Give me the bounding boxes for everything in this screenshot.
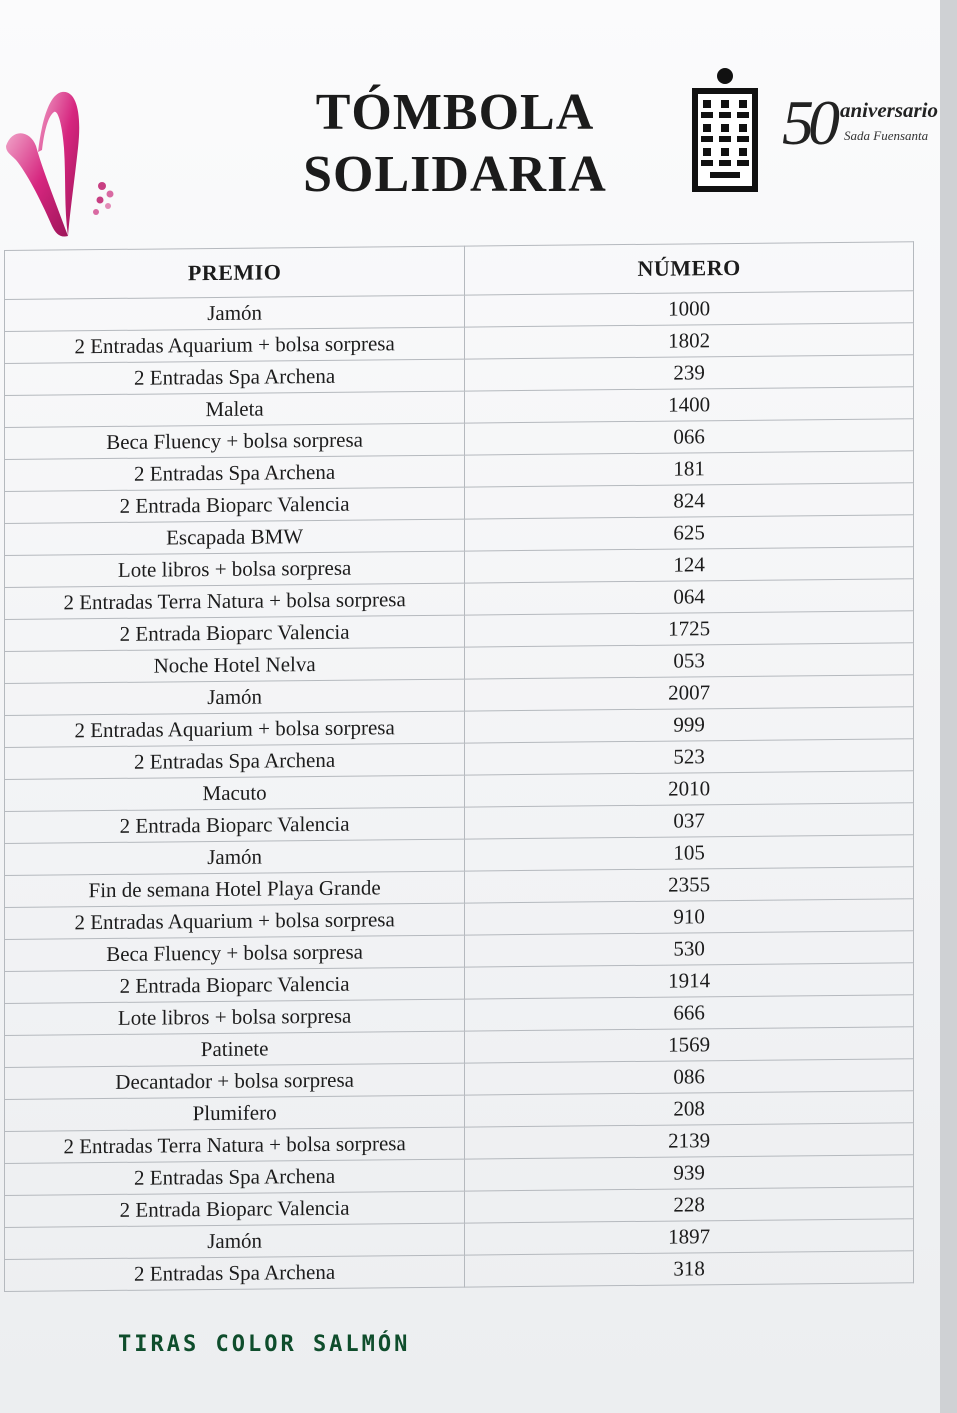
prize-name-cell: 2 Entrada Bioparc Valencia: [5, 615, 465, 651]
table-header-row: [5, 242, 914, 300]
prize-name-cell: Beca Fluency + bolsa sorpresa: [5, 423, 465, 459]
prize-number-cell: 1000: [465, 291, 914, 327]
prize-number-cell: 105: [465, 835, 914, 871]
prize-number-cell: 939: [465, 1155, 914, 1191]
handwritten-note: TIRAS COLOR SALMÓN: [118, 1332, 411, 1357]
prize-name-cell: Fin de semana Hotel Playa Grande: [5, 871, 465, 907]
prize-name-cell: 2 Entradas Spa Archena: [5, 1255, 465, 1291]
prize-number-cell: 2139: [465, 1123, 914, 1159]
prize-number-cell: 037: [465, 803, 914, 839]
prize-name-cell: 2 Entradas Spa Archena: [5, 359, 465, 395]
prize-table-body: [5, 291, 914, 1292]
column-header-premio: PREMIO: [5, 246, 465, 299]
prize-number-cell: 1400: [465, 387, 914, 423]
prize-name-cell: 2 Entrada Bioparc Valencia: [5, 967, 465, 1003]
prize-number-cell: 824: [465, 483, 914, 519]
prize-number-cell: 2007: [465, 675, 914, 711]
prize-number-cell: 228: [465, 1187, 914, 1223]
prize-number-cell: 1569: [465, 1027, 914, 1063]
prize-number-cell: 1802: [465, 323, 914, 359]
prize-name-cell: Jamón: [5, 839, 465, 875]
prize-number-cell: 523: [465, 739, 914, 775]
prize-name-cell: Plumifero: [5, 1095, 465, 1131]
prize-name-cell: 2 Entradas Terra Natura + bolsa sorpresa: [5, 583, 465, 619]
prize-number-cell: 1897: [465, 1219, 914, 1255]
anniversary-word: aniversario: [840, 98, 939, 122]
anniversary-badge: [782, 87, 957, 162]
anniversary-subtitle: Sada Fuensanta: [844, 128, 929, 143]
prize-name-cell: Lote libros + bolsa sorpresa: [5, 551, 465, 587]
prize-name-cell: Jamón: [5, 1223, 465, 1259]
prize-name-cell: 2 Entradas Aquarium + bolsa sorpresa: [5, 903, 465, 939]
prize-name-cell: Escapada BMW: [5, 519, 465, 555]
prize-name-cell: 2 Entradas Spa Archena: [5, 1159, 465, 1195]
prize-number-cell: 2355: [465, 867, 914, 903]
prize-name-cell: Patinete: [5, 1031, 465, 1067]
prize-number-cell: 666: [465, 995, 914, 1031]
prize-name-cell: Macuto: [5, 775, 465, 811]
prize-name-cell: Beca Fluency + bolsa sorpresa: [5, 935, 465, 971]
prize-number-cell: 053: [465, 643, 914, 679]
school-crest-icon: [690, 66, 760, 194]
prize-number-cell: 1914: [465, 963, 914, 999]
prize-number-cell: 064: [465, 579, 914, 615]
prize-name-cell: Noche Hotel Nelva: [5, 647, 465, 683]
prize-number-cell: 910: [465, 899, 914, 935]
prize-number-cell: 208: [465, 1091, 914, 1127]
prize-number-cell: 1725: [465, 611, 914, 647]
prize-name-cell: 2 Entrada Bioparc Valencia: [5, 807, 465, 843]
prize-name-cell: Lote libros + bolsa sorpresa: [5, 999, 465, 1035]
prize-name-cell: 2 Entradas Spa Archena: [5, 455, 465, 491]
column-header-numero: NÚMERO: [465, 242, 914, 295]
prize-number-cell: 318: [465, 1251, 914, 1287]
prize-number-cell: 181: [465, 451, 914, 487]
prize-number-cell: 066: [465, 419, 914, 455]
prize-name-cell: 2 Entradas Spa Archena: [5, 743, 465, 779]
prize-number-cell: 625: [465, 515, 914, 551]
prize-number-cell: 086: [465, 1059, 914, 1095]
anniversary-number: 50: [782, 87, 834, 158]
prize-number-cell: 124: [465, 547, 914, 583]
prize-name-cell: 2 Entradas Aquarium + bolsa sorpresa: [5, 327, 465, 363]
prize-name-cell: Decantador + bolsa sorpresa: [5, 1063, 465, 1099]
prize-name-cell: 2 Entrada Bioparc Valencia: [5, 1191, 465, 1227]
prize-name-cell: 2 Entrada Bioparc Valencia: [5, 487, 465, 523]
page-title: [290, 82, 620, 206]
prize-name-cell: Maleta: [5, 391, 465, 427]
prize-number-cell: 530: [465, 931, 914, 967]
title-line-2: SOLIDARIA: [303, 146, 607, 203]
prize-name-cell: Jamón: [5, 295, 465, 331]
prize-name-cell: Jamón: [5, 679, 465, 715]
prize-number-cell: 999: [465, 707, 914, 743]
prize-name-cell: 2 Entradas Terra Natura + bolsa sorpresa: [5, 1127, 465, 1163]
prize-number-cell: 2010: [465, 771, 914, 807]
prize-number-cell: 239: [465, 355, 914, 391]
prize-table: [4, 241, 914, 1292]
prize-table-container: [4, 241, 950, 1340]
prize-name-cell: 2 Entradas Aquarium + bolsa sorpresa: [5, 711, 465, 747]
heart-logo-icon: [2, 88, 122, 243]
title-line-1: TÓMBOLA: [315, 84, 595, 141]
